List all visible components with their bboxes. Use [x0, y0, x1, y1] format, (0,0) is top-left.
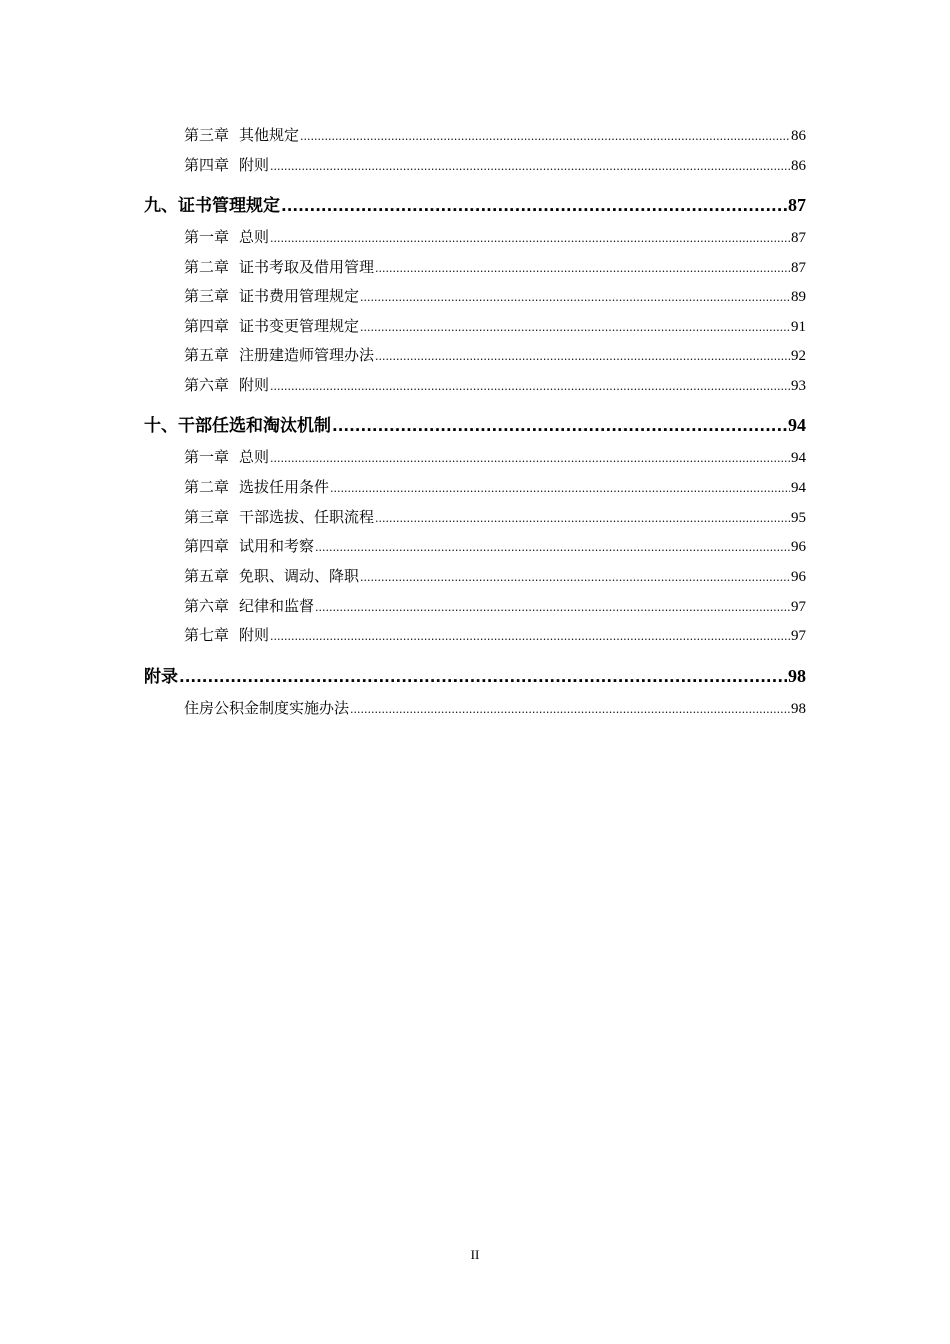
toc-entry-label: 第三章 其他规定 — [184, 126, 300, 144]
toc-entry[interactable] — [184, 697, 806, 721]
toc-page-number: 86 — [791, 158, 806, 174]
toc-leader-dots — [270, 630, 790, 643]
toc-leader-dots — [270, 380, 790, 393]
toc-entry[interactable] — [184, 374, 806, 398]
toc-entry[interactable] — [184, 315, 806, 339]
toc-entry[interactable] — [184, 506, 806, 530]
toc-page-number: 87 — [791, 230, 806, 246]
toc-leader-dots — [315, 601, 790, 614]
toc-leader-dots — [270, 232, 790, 245]
toc-entry-label: 第四章 证书变更管理规定 — [184, 317, 360, 335]
toc-page-number: 97 — [791, 628, 806, 644]
toc-page-number: 92 — [791, 348, 806, 364]
toc-section-title: 九、证书管理规定 — [144, 196, 280, 215]
toc-leader-dots — [360, 291, 790, 304]
toc-leader-dots — [375, 512, 790, 525]
toc-entry[interactable] — [184, 624, 806, 648]
toc-page-number: 96 — [791, 539, 806, 555]
toc-page-number: 93 — [791, 378, 806, 394]
toc-section-title: 附录 — [144, 667, 178, 686]
toc-page-number: 96 — [791, 569, 806, 585]
toc-page-number: 98 — [788, 666, 806, 686]
toc-page-number: 95 — [791, 510, 806, 526]
toc-entry-label: 第六章 纪律和监督 — [184, 597, 315, 615]
toc-page-number: 89 — [791, 289, 806, 305]
toc-leader-dots — [330, 482, 790, 495]
toc-entry[interactable] — [184, 476, 806, 500]
toc-entry-label: 第二章 证书考取及借用管理 — [184, 258, 375, 276]
toc-leader-dots — [375, 262, 790, 275]
toc-entry[interactable] — [184, 535, 806, 559]
toc-leader-dots — [360, 571, 790, 584]
toc-entry[interactable] — [184, 124, 806, 148]
toc-leader-dots — [360, 321, 790, 334]
toc-leader-dots — [179, 668, 787, 686]
page-footer-number: II — [470, 1247, 480, 1262]
toc-leader-dots — [350, 703, 790, 716]
toc-leader-dots — [300, 130, 790, 143]
toc-entry[interactable] — [184, 344, 806, 368]
toc-leader-dots — [270, 160, 790, 173]
toc-entry[interactable] — [184, 226, 806, 250]
toc-entry[interactable] — [184, 154, 806, 178]
toc-entry[interactable] — [184, 595, 806, 619]
toc-entry[interactable] — [184, 446, 806, 470]
toc-section-entry[interactable] — [144, 411, 806, 435]
toc-leader-dots — [332, 417, 787, 435]
toc-entry[interactable] — [184, 285, 806, 309]
toc-leader-dots — [315, 541, 790, 554]
toc-page-number: 87 — [791, 260, 806, 276]
toc-entry-label: 第四章 试用和考察 — [184, 537, 315, 555]
toc-entry-label: 第五章 注册建造师管理办法 — [184, 346, 375, 364]
toc-page-number: 87 — [788, 195, 806, 215]
toc-entry-label: 第三章 证书费用管理规定 — [184, 287, 360, 305]
toc-entry-label: 第一章 总则 — [184, 228, 270, 246]
toc-leader-dots — [270, 452, 790, 465]
toc-entry-label: 第六章 附则 — [184, 376, 270, 394]
toc-entry[interactable] — [184, 565, 806, 589]
toc-page-number: 94 — [791, 480, 806, 496]
toc-page-number: 97 — [791, 599, 806, 615]
toc-section-entry[interactable] — [144, 662, 806, 686]
toc-leader-dots — [375, 350, 790, 363]
toc-entry-label: 住房公积金制度实施办法 — [184, 699, 350, 717]
toc-leader-dots — [281, 197, 787, 215]
toc-entry-label: 第四章 附则 — [184, 156, 270, 174]
toc-entry-label: 第五章 免职、调动、降职 — [184, 567, 360, 585]
toc-section-title: 十、干部任选和淘汰机制 — [144, 416, 331, 435]
toc-entry-label: 第三章 干部选拔、任职流程 — [184, 508, 375, 526]
toc-page-number: 98 — [791, 701, 806, 717]
toc-page-number: 94 — [788, 415, 806, 435]
toc-page-number: 86 — [791, 128, 806, 144]
toc-entry-label: 第七章 附则 — [184, 626, 270, 644]
toc-entry[interactable] — [184, 256, 806, 280]
toc-entry-label: 第一章 总则 — [184, 448, 270, 466]
toc-page-number: 94 — [791, 450, 806, 466]
toc-entry-label: 第二章 选拔任用条件 — [184, 478, 330, 496]
toc-section-entry[interactable] — [144, 191, 806, 215]
toc-page-number: 91 — [791, 319, 806, 335]
